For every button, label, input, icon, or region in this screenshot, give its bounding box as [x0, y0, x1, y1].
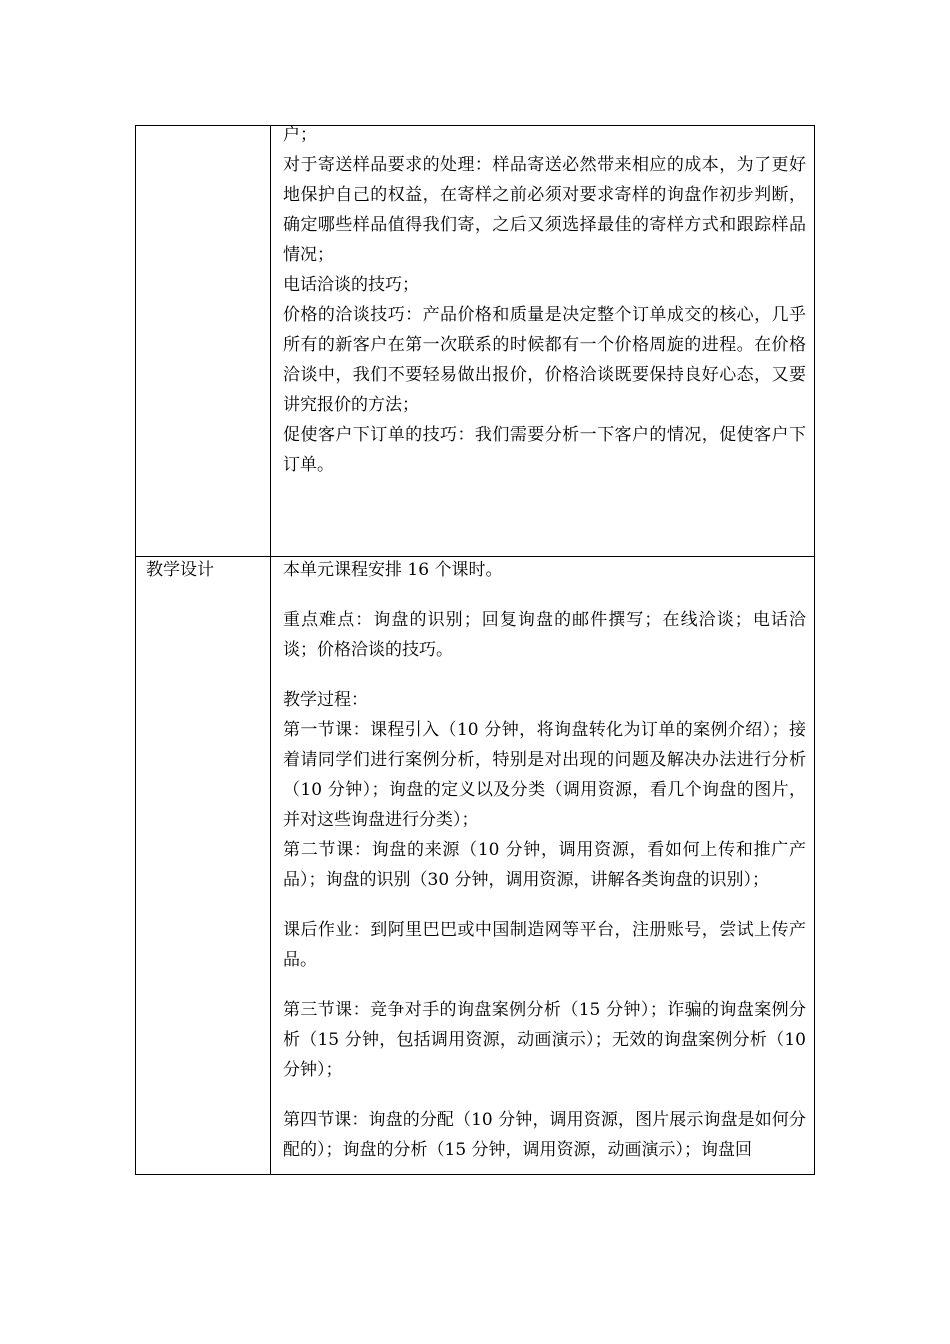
paragraph-lesson-3: 第三节课：竞争对手的询盘案例分析（15 分钟）；诈骗的询盘案例分析（15 分钟，包括调用资源，动画演示）；无效的询盘案例分析（10 分钟）；	[283, 1000, 806, 1080]
paragraph-phone-skills: 电话洽谈的技巧；	[283, 275, 419, 295]
row-content-cell	[271, 126, 814, 556]
paragraph-lesson-2: 第二节课：询盘的来源（10 分钟，调用资源，看如何上传和推广产品）；询盘的识别（30 分钟，调用资源，讲解各类询盘的识别）；	[283, 840, 806, 890]
row-label-teaching-design: 教学设计	[146, 560, 214, 580]
paragraph-order-closing: 促使客户下订单的技巧：我们需要分析一下客户的情况，促使客户下订单。	[283, 425, 806, 475]
paragraph-homework: 课后作业：到阿里巴巴或中国制造网等平台，注册账号，尝试上传产品。	[283, 920, 806, 970]
paragraph-price-negotiation: 价格的洽谈技巧：产品价格和质量是决定整个订单成交的核心，几乎所有的新客户在第一次联系的时候都有一个价格周旋的进程。在价格洽谈中，我们不要轻易做出报价，价格洽谈既要保持良好心态，又要讲究报价的方法；	[283, 305, 806, 415]
row-label-cell	[136, 126, 271, 556]
row-content-cell	[271, 557, 814, 1174]
paragraph-course-hours: 本单元课程安排 16 个课时。	[283, 560, 503, 580]
content-text-block	[283, 557, 806, 1165]
paragraph-sample-handling: 对于寄送样品要求的处理：样品寄送必然带来相应的成本，为了更好地保护自己的权益，在寄样之前必须对要求寄样的询盘作初步判断，确定哪些样品值得我们寄，之后又须选择最佳的寄样方式和跟踪样品情况；	[283, 155, 806, 265]
paragraph-lesson-1: 第一节课：课程引入（10 分钟，将询盘转化为订单的案例介绍）；接着请同学们进行案例分析，特别是对出现的问题及解决办法进行分析（10 分钟）；询盘的定义以及分类（调用资源，看几个询盘的图片，并对这些询盘进行分类）；	[283, 720, 806, 830]
paragraph-lesson-4: 第四节课：询盘的分配（10 分钟，调用资源，图片展示询盘是如何分配的）；询盘的分析（15 分钟，调用资源，动画演示）；询盘回	[283, 1110, 806, 1160]
paragraph-process-title: 教学过程：	[283, 690, 368, 710]
paragraph-key-points: 重点难点：询盘的识别；回复询盘的邮件撰写；在线洽谈；电话洽谈；价格洽谈的技巧。	[283, 610, 806, 660]
content-text-block	[283, 126, 806, 480]
lesson-plan-table	[135, 125, 815, 1175]
row-label-cell	[136, 557, 271, 1174]
table-row-content-continued	[136, 126, 814, 557]
table-row-teaching-design	[136, 557, 814, 1174]
paragraph-customer-end: 户；	[283, 126, 317, 145]
